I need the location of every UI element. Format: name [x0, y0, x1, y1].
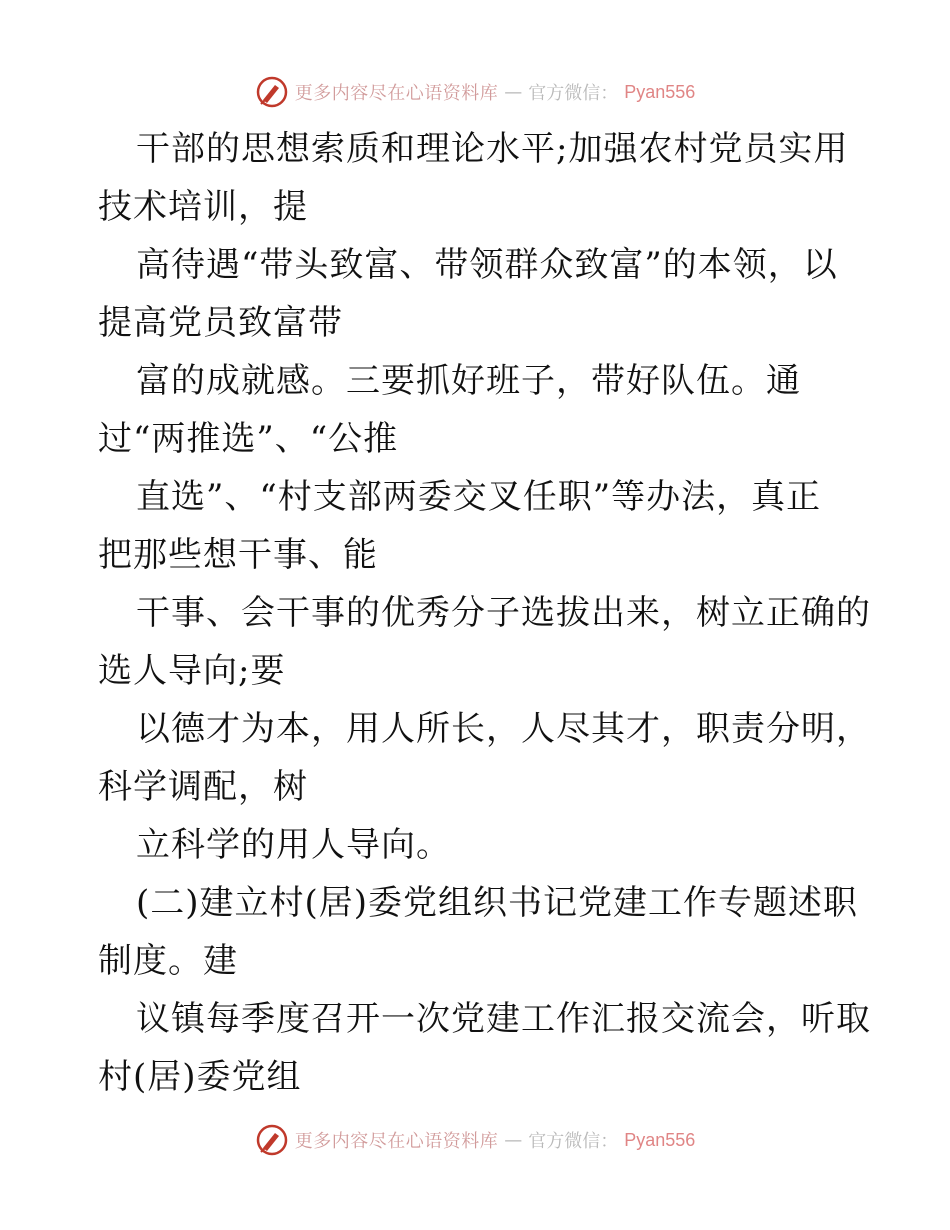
text-line: 村(居)委党组 [98, 1057, 302, 1097]
watermark-footer [0, 1120, 950, 1160]
watermark-text: 更多内容尽在心语资料库 [294, 1131, 499, 1152]
text-line: 选人导向;要 [98, 651, 286, 691]
watermark-header [0, 72, 950, 112]
text-line: 议镇每季度召开一次党建工作汇报交流会，听取 [136, 999, 871, 1039]
text-line: 制度。建 [98, 941, 238, 981]
watermark-id: Pyan556 [624, 81, 696, 102]
text-line: 高待遇“带头致富、带领群众致富”的本领，以 [136, 245, 838, 285]
watermark-separator: — [504, 1129, 523, 1151]
text-line: 富的成就感。三要抓好班子，带好队伍。通 [136, 361, 801, 401]
pen-logo-icon [255, 75, 289, 109]
text-line: 以德才为本，用人所长，人尽其才，职责分明， [136, 709, 871, 749]
text-line: (二)建立村(居)委党组织书记党建工作专题述职 [136, 883, 859, 923]
watermark-id: Pyan556 [624, 1129, 696, 1150]
text-line: 提高党员致富带 [98, 303, 343, 343]
text-line: 直选”、“村支部两委交叉任职”等办法，真正 [136, 477, 822, 517]
text-line: 干部的思想索质和理论水平;加强农村党员实用 [136, 129, 849, 169]
text-line: 过“两推选”、“公推 [98, 419, 399, 459]
text-line: 把那些想干事、能 [98, 535, 378, 575]
watermark-label: 官方微信： [528, 1131, 619, 1152]
text-line: 技术培训，提 [98, 187, 308, 227]
document-body [98, 120, 871, 1106]
watermark-label: 官方微信： [528, 83, 619, 104]
watermark-separator: — [504, 81, 523, 103]
text-line: 立科学的用人导向。 [136, 825, 451, 865]
pen-logo-icon [255, 1123, 289, 1157]
text-line: 干事、会干事的优秀分子选拔出来，树立正确的 [136, 593, 871, 633]
watermark-text: 更多内容尽在心语资料库 [294, 83, 499, 104]
text-line: 科学调配，树 [98, 767, 308, 807]
